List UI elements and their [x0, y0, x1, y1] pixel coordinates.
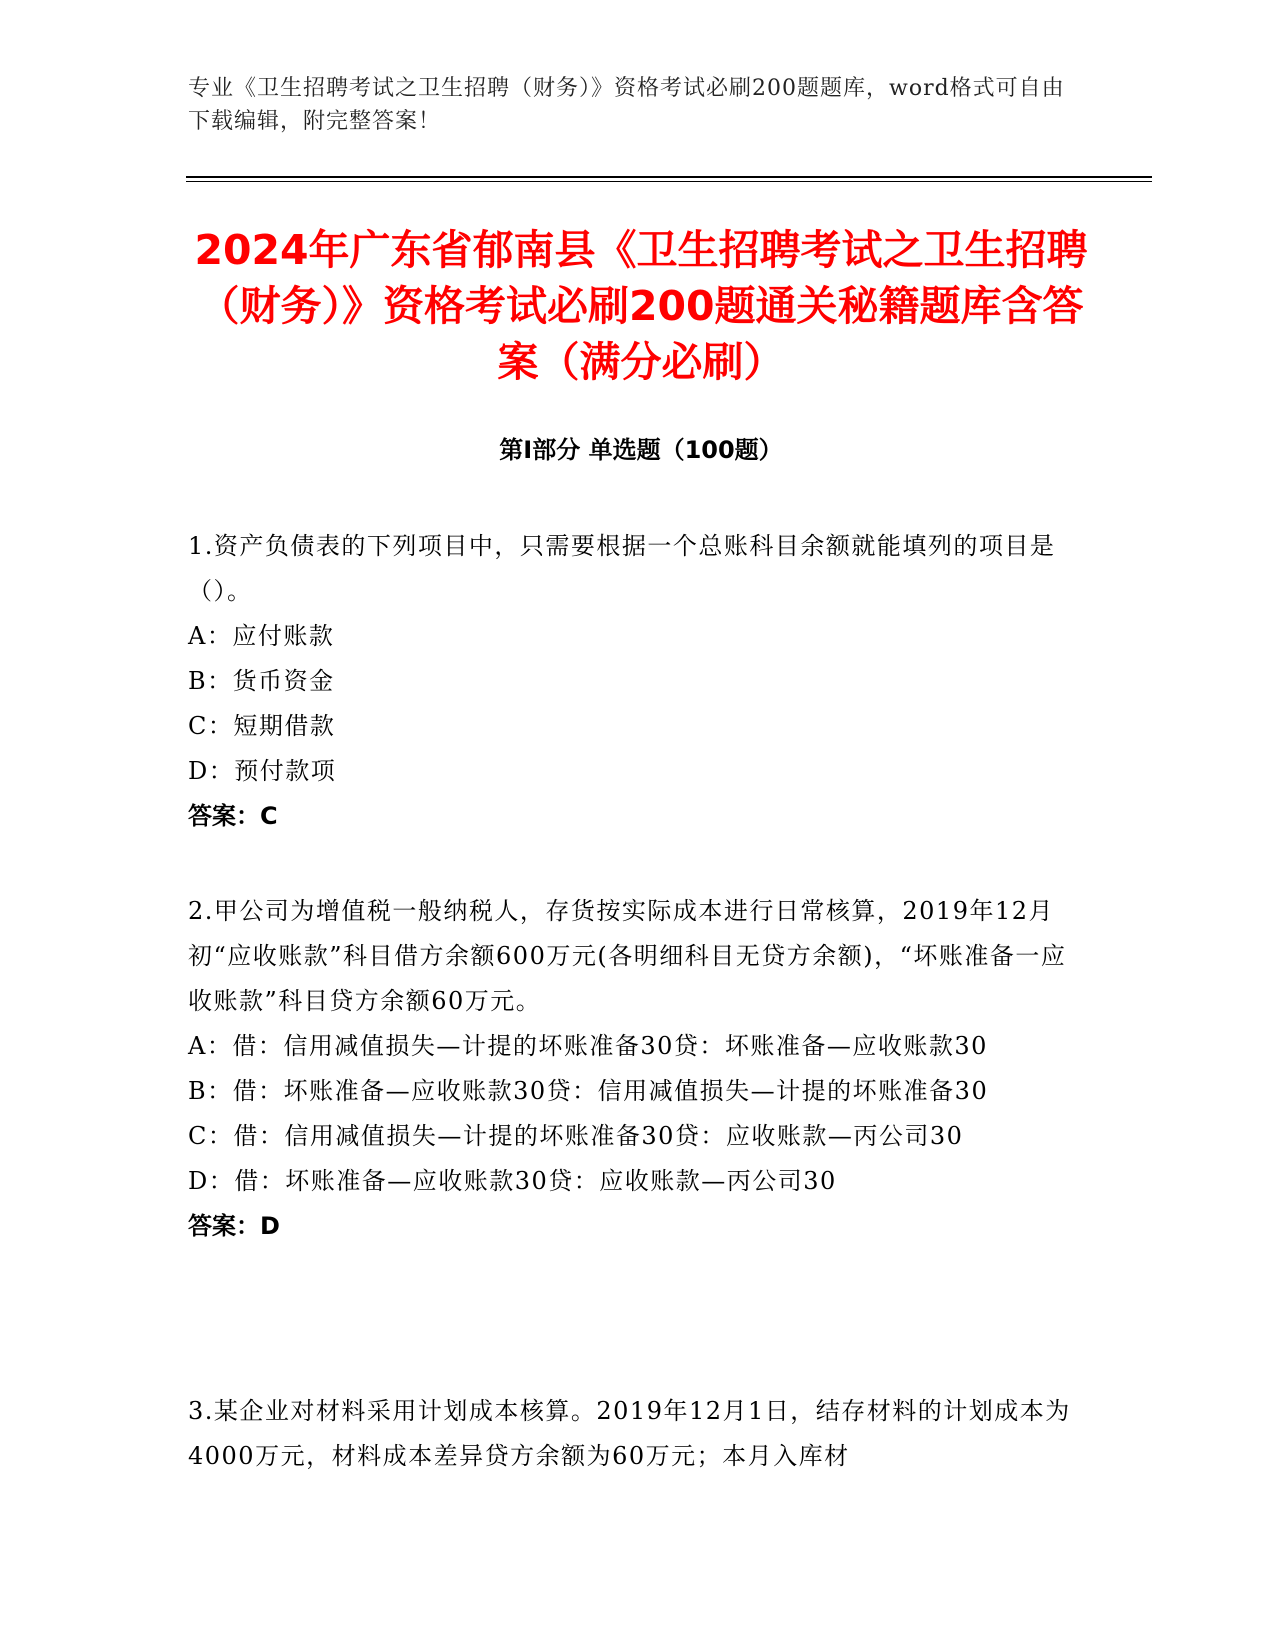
section-heading: 第I部分 单选题（100题）: [499, 436, 783, 464]
answer-prefix: 答案：: [188, 1212, 260, 1240]
question-stem: 1.资产负债表的下列项目中，只需要根据一个总账科目余额就能填列的项目是（）。: [188, 532, 1056, 605]
question-1: [188, 524, 1078, 839]
answer-line: [188, 794, 1078, 839]
option-a: A：借：信用减值损失—计提的坏账准备30贷：坏账准备—应收账款30: [188, 1032, 988, 1060]
header-divider-thin: [186, 181, 1152, 182]
header-note: 专业《卫生招聘考试之卫生招聘（财务）》资格考试必刷200题题库，word格式可自由下载编辑，附完整答案！: [188, 76, 1065, 134]
document-title: 2024年广东省郁南县《卫生招聘考试之卫生招聘（财务）》资格考试必刷200题通关秘籍题库含答案（满分必刷）: [194, 226, 1088, 386]
option-d: D：借：坏账准备—应收账款30贷：应收账款—丙公司30: [188, 1167, 837, 1195]
question-stem: 2.甲公司为增值税一般纳税人，存货按实际成本进行日常核算，2019年12月初“应收账款”科目借方余额600万元(各明细科目无贷方余额)，“坏账准备一应收账款”科目贷方余额60万元。: [188, 897, 1067, 1015]
option-b: B：借：坏账准备—应收账款30贷：信用减值损失—计提的坏账准备30: [188, 1077, 989, 1105]
answer-value: C: [260, 802, 278, 830]
answer-prefix: 答案：: [188, 802, 260, 830]
option-c: C：短期借款: [188, 712, 336, 740]
answer-value: D: [260, 1212, 280, 1240]
question-2: [188, 889, 1078, 1249]
option-d: D：预付款项: [188, 757, 337, 785]
question-stem: 3.某企业对材料采用计划成本核算。2019年12月1日，结存材料的计划成本为4000万元，材料成本差异贷方余额为60万元；本月入库材: [188, 1397, 1071, 1470]
question-3: [188, 1389, 1078, 1479]
header-divider-thick: [186, 176, 1152, 178]
option-a: A：应付账款: [188, 622, 335, 650]
option-b: B：货币资金: [188, 667, 335, 695]
answer-line: [188, 1204, 1078, 1249]
option-c: C：借：信用减值损失—计提的坏账准备30贷：应收账款—丙公司30: [188, 1122, 964, 1150]
